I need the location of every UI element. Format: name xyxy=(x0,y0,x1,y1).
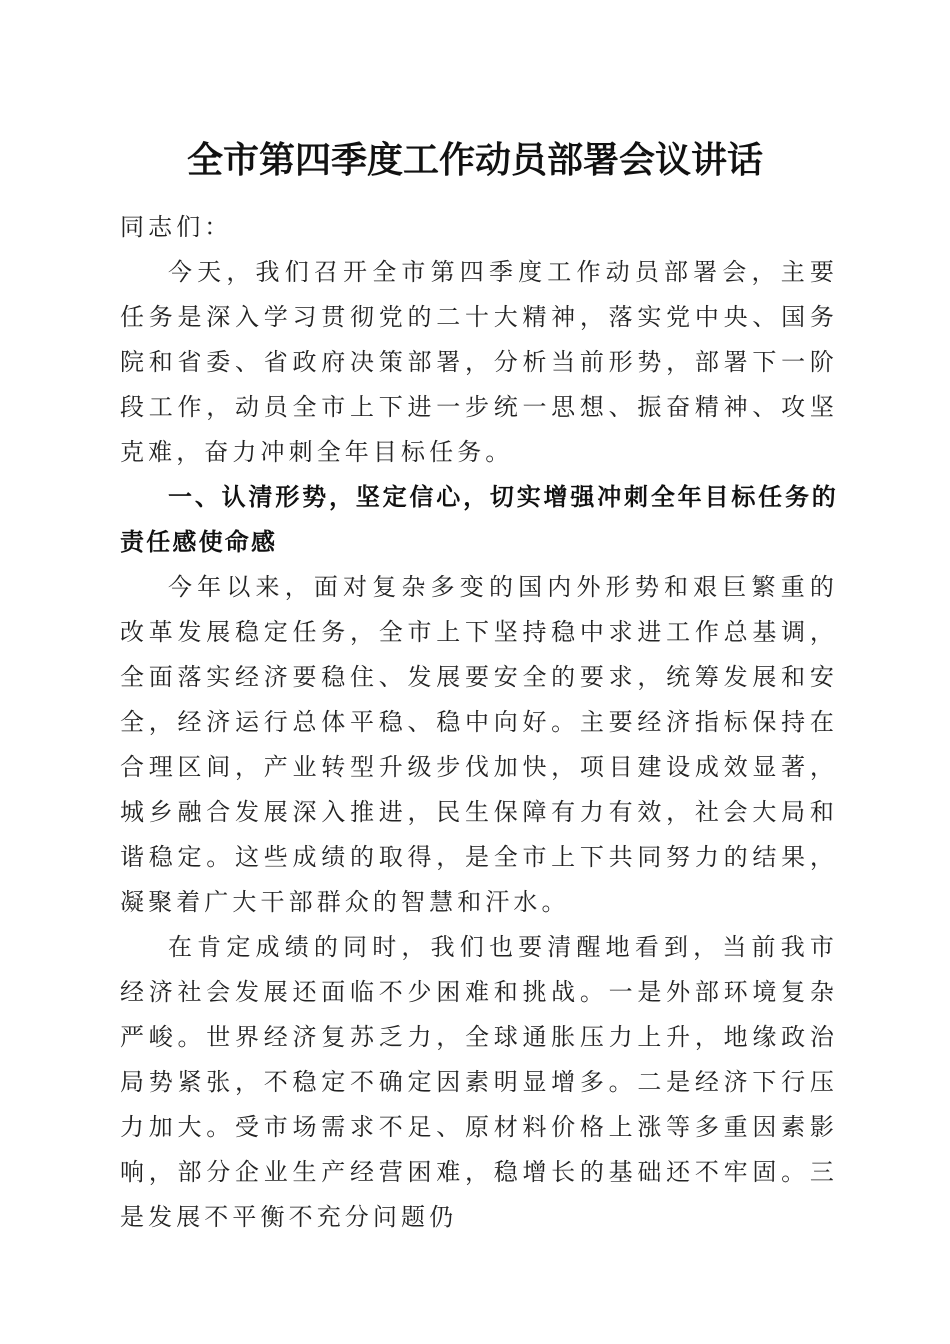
paragraph-intro: 今天，我们召开全市第四季度工作动员部署会，主要任务是深入学习贯彻党的二十大精神，落实党中央、国务院和省委、省政府决策部署，分析当前形势，部署下一阶段工作，动员全市上下进一步统一思想、振奋精神、攻坚克难，奋力冲刺全年目标任务。 xyxy=(120,258,838,466)
paragraph-achievements: 今年以来，面对复杂多变的国内外形势和艰巨繁重的改革发展稳定任务，全市上下坚持稳中求进工作总基调，全面落实经济要稳住、发展要安全的要求，统筹发展和安全，经济运行总体平稳、稳中向好。主要经济指标保持在合理区间，产业转型升级步伐加快，项目建设成效显著，城乡融合发展深入推进，民生保障有力有效，社会大局和谐稳定。这些成绩的取得，是全市上下共同努力的结果，凝聚着广大干部群众的智慧和汗水。 xyxy=(120,573,838,916)
document-body xyxy=(120,205,838,1240)
document-title: 全市第四季度工作动员部署会议讲话 xyxy=(186,139,763,181)
paragraph-challenges: 在肯定成绩的同时，我们也要清醒地看到，当前我市经济社会发展还面临不少困难和挑战。一是外部环境复杂严峻。世界经济复苏乏力，全球通胀压力上升，地缘政治局势紧张，不稳定不确定因素明显增多。二是经济下行压力加大。受市场需求不足、原材料价格上涨等多重因素影响，部分企业生产经营困难，稳增长的基础还不牢固。三是发展不平衡不充分问题仍 xyxy=(120,933,838,1231)
section-heading-1: 一、认清形势，坚定信心，切实增强冲刺全年目标任务的责任感使命感 xyxy=(120,483,838,556)
salutation: 同志们： xyxy=(120,213,233,241)
